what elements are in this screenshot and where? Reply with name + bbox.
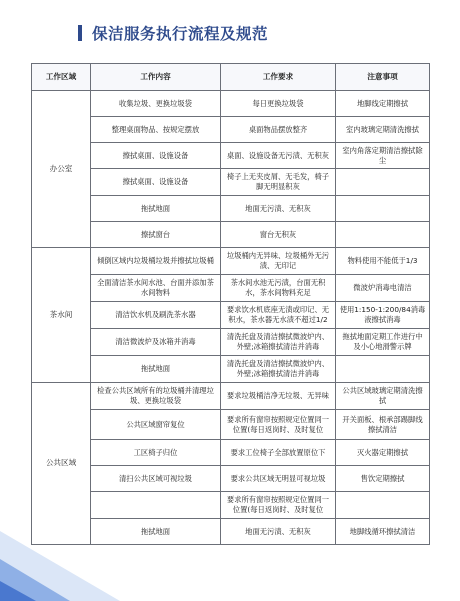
- work-content-cell: 公共区域窗帘复位: [91, 410, 221, 440]
- notes-cell: 开关面板、根承部踢脚线擦拭清洁: [336, 410, 430, 440]
- table-row: [32, 275, 430, 302]
- notes-cell: [336, 492, 430, 519]
- work-requirement-cell: 茶水间水池无污渍，台面无积水，茶水间物料充足: [221, 275, 336, 302]
- table-row: [32, 383, 430, 410]
- work-requirement-cell: 每日更换垃圾袋: [221, 91, 336, 117]
- work-area-cell: 公共区域: [32, 383, 91, 545]
- notes-cell: [336, 169, 430, 196]
- work-area-cell: 茶水间: [32, 248, 91, 383]
- notes-cell: [336, 356, 430, 383]
- work-content-cell: 清洁饮水机及刷洗茶水器: [91, 302, 221, 329]
- work-content-cell: 工区椅子归位: [91, 440, 221, 466]
- work-content-cell: 拖拭地面: [91, 519, 221, 545]
- notes-cell: 地脚线循环擦拭清洁: [336, 519, 430, 545]
- work-requirement-cell: 清洗托盘及清洁擦拭微波炉内、外壁;冰箱擦拭清洁并消毒: [221, 356, 336, 383]
- header-notes: 注意事项: [336, 64, 430, 91]
- work-content-cell: [91, 492, 221, 519]
- table-row: [32, 248, 430, 275]
- notes-cell: 灭火器定期擦拭: [336, 440, 430, 466]
- work-requirement-cell: 地面无污渍、无积灰: [221, 196, 336, 222]
- work-requirement-cell: 要求所有窗帘按照规定位置同一位置(每日返岗时、及时复位: [221, 492, 336, 519]
- notes-cell: 拖拭地面定期工作进行中及小心地滑警示牌: [336, 329, 430, 356]
- table-row: [32, 519, 430, 545]
- table-row: [32, 117, 430, 143]
- work-requirement-cell: 窗台无积灰: [221, 222, 336, 248]
- notes-cell: 使用1:150-1:200/84消毒液擦拭消毒: [336, 302, 430, 329]
- table-row: [32, 410, 430, 440]
- notes-cell: [336, 196, 430, 222]
- work-content-cell: 整理桌面物品、按规定摆放: [91, 117, 221, 143]
- page-title: 保洁服务执行流程及规范: [92, 25, 269, 43]
- work-content-cell: 收集垃圾、更换垃圾袋: [91, 91, 221, 117]
- work-content-cell: 拖拭地面: [91, 196, 221, 222]
- table-row: [32, 440, 430, 466]
- work-requirement-cell: 要求垃圾桶洁净无垃圾、无异味: [221, 383, 336, 410]
- work-content-cell: 倾倒区域内垃圾桶垃圾并擦拭垃圾桶: [91, 248, 221, 275]
- table-row: [32, 329, 430, 356]
- notes-cell: 售饮定期擦拭: [336, 466, 430, 492]
- notes-cell: 微波炉消毒电清洁: [336, 275, 430, 302]
- table-row: [32, 222, 430, 248]
- work-content-cell: 擦拭桌面、设施设备: [91, 169, 221, 196]
- notes-cell: 公共区域玻璃定期清洗擦拭: [336, 383, 430, 410]
- table-row: [32, 91, 430, 117]
- table-header-row: [32, 64, 430, 91]
- notes-cell: 地脚线定期擦拭: [336, 91, 430, 117]
- table-row: [32, 492, 430, 519]
- notes-cell: 室内角落定期清洁擦拭除尘: [336, 143, 430, 169]
- work-content-cell: 擦拭窗台: [91, 222, 221, 248]
- work-requirement-cell: 椅子上无夹皮屑、无毛发，椅子脚无明显积灰: [221, 169, 336, 196]
- work-requirement-cell: 要求工位椅子全部放置原位下: [221, 440, 336, 466]
- work-requirement-cell: 垃圾桶内无异味、垃圾桶外无污渍、无印记: [221, 248, 336, 275]
- work-content-cell: 清洁微波炉及冰箱并消毒: [91, 329, 221, 356]
- header-work-area: 工作区域: [32, 64, 91, 91]
- notes-cell: 室内玻璃定期清洗擦拭: [336, 117, 430, 143]
- work-requirement-cell: 地面无污渍、无积灰: [221, 519, 336, 545]
- work-content-cell: 拖拭地面: [91, 356, 221, 383]
- work-content-cell: 清扫公共区域可视垃圾: [91, 466, 221, 492]
- work-content-cell: 全面清洁茶水间水池、台面并添加茶水间物料: [91, 275, 221, 302]
- work-requirement-cell: 桌面物品摆放整齐: [221, 117, 336, 143]
- table-row: [32, 169, 430, 196]
- header-work-content: 工作内容: [91, 64, 221, 91]
- work-requirement-cell: 要求所有窗帘按照规定位置同一位置(每日返岗时、及时复位: [221, 410, 336, 440]
- notes-cell: [336, 222, 430, 248]
- table-row: [32, 356, 430, 383]
- header-work-requirement: 工作要求: [221, 64, 336, 91]
- work-area-cell: 办公室: [32, 91, 91, 248]
- title-accent-bar: [78, 25, 82, 41]
- table-row: [32, 196, 430, 222]
- table-row: [32, 466, 430, 492]
- work-content-cell: 检查公共区域所有的垃圾桶并清理垃圾、更换垃圾袋: [91, 383, 221, 410]
- work-content-cell: 擦拭桌面、设施设备: [91, 143, 221, 169]
- table-row: [32, 143, 430, 169]
- cleaning-sop-table: [31, 63, 430, 545]
- work-requirement-cell: 桌面、设施设备无污渍、无积灰: [221, 143, 336, 169]
- notes-cell: 物料使用不能低于1/3: [336, 248, 430, 275]
- table-body: [32, 91, 430, 545]
- table-row: [32, 302, 430, 329]
- work-requirement-cell: 要求公共区域无明显可视垃圾: [221, 466, 336, 492]
- work-requirement-cell: 要求饮水机底座无渍或印记、无积水，茶水器无水渍不超过1/2: [221, 302, 336, 329]
- work-requirement-cell: 清洗托盘及清洁擦拭微波炉内、外壁;冰箱擦拭清洁并消毒: [221, 329, 336, 356]
